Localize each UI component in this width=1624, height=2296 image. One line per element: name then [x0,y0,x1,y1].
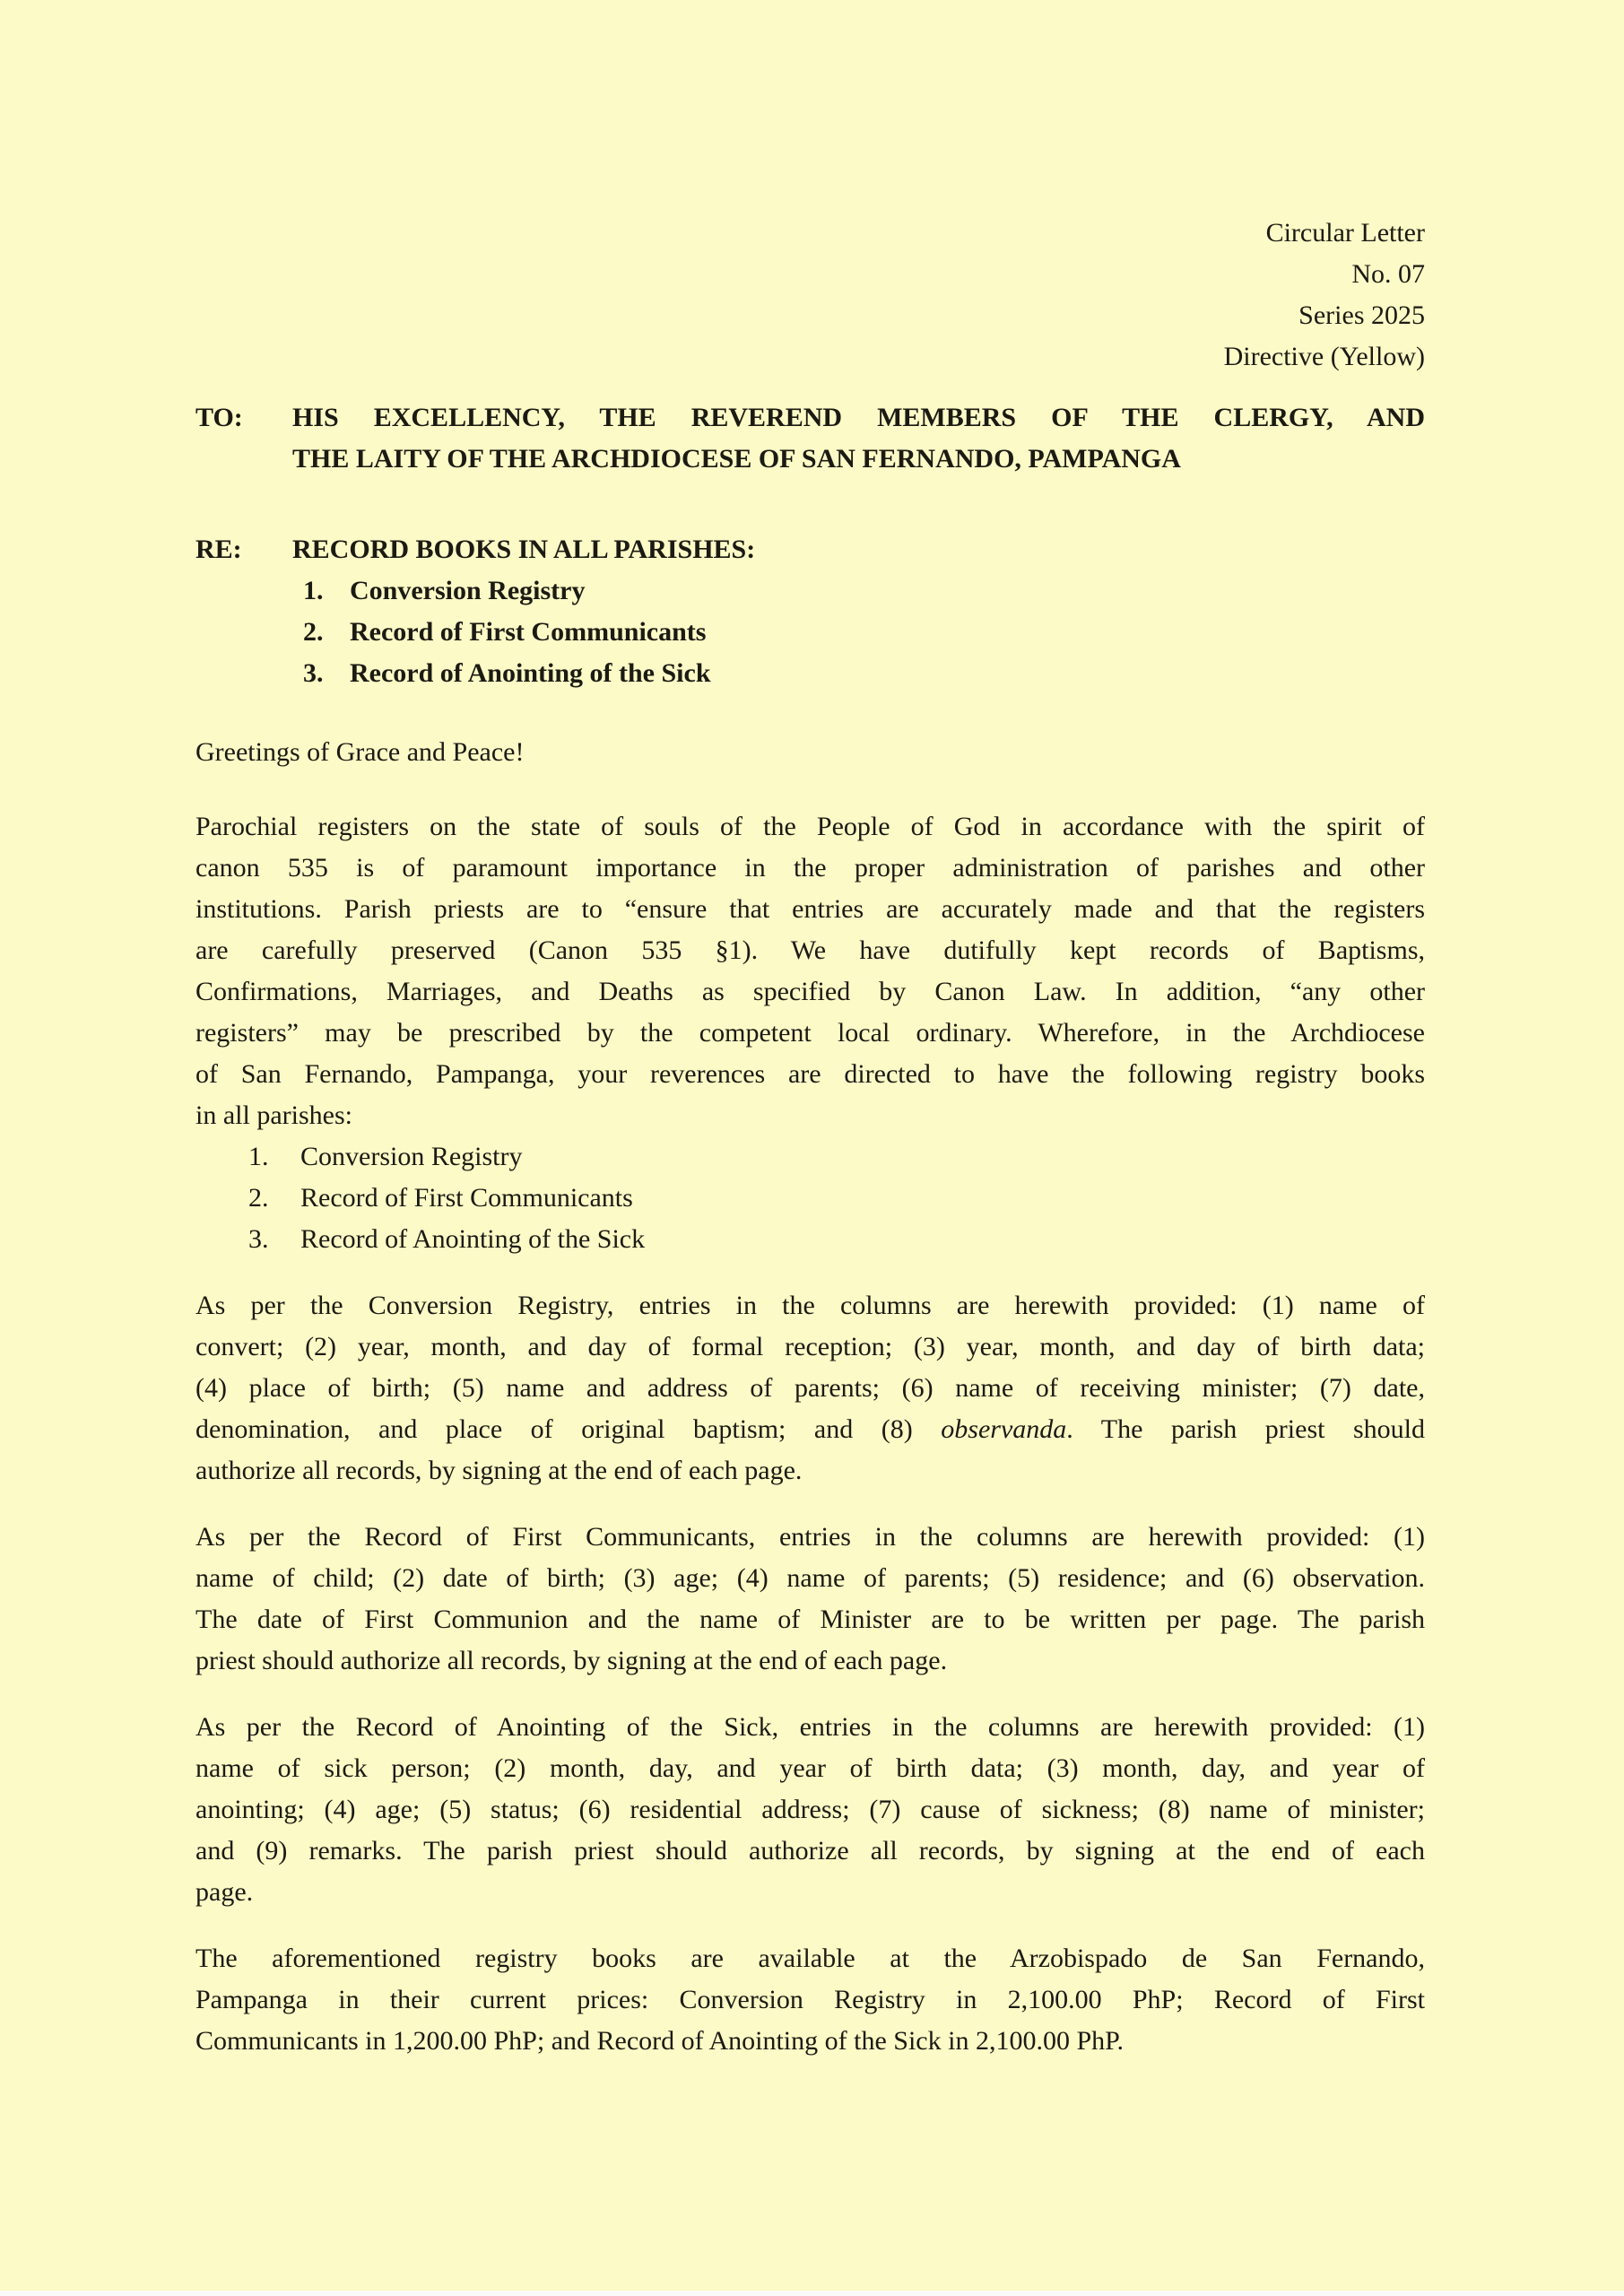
para-line: authorize all records, by signing at the end of each page. [195,1456,803,1485]
para-line: canon 535 is of paramount importance in the proper administration of parishes and other [195,853,1425,883]
para-line: name of child; (2) date of birth; (3) age; (4) name of parents; (5) residence; and (6) observation. [195,1563,1425,1593]
meta-line-circular: Circular Letter [1265,218,1425,248]
para-first-communicants [195,1517,1425,1682]
para-prices [195,1938,1425,2062]
para-line: As per the Record of First Communicants, entries in the columns are herewith provided: (1) [195,1522,1425,1552]
para-line: anointing; (4) age; (5) status; (6) residential address; (7) cause of sickness; (8) name of minister; [195,1795,1425,1824]
para-line: institutions. Parish priests are to “ensure that entries are accurately made and that the registers [195,894,1425,924]
list-number: 2. [248,1183,269,1213]
para-registers [195,806,1425,1136]
to-line: HIS EXCELLENCY, THE REVEREND MEMBERS OF THE CLERGY, AND [292,403,1425,432]
re-list-item [303,570,1425,612]
re-block [195,529,1425,694]
re-label: RE: [195,535,242,564]
para-line: Parochial registers on the state of souls of the People of God in accordance with the spirit of [195,812,1425,841]
list-number: 1. [248,1142,269,1171]
greeting-line: Greetings of Grace and Peace! [195,737,525,767]
para-line: The aforementioned registry books are available at the Arzobispado de San Fernando, [195,1944,1425,1973]
re-title: RECORD BOOKS IN ALL PARISHES: [292,535,756,564]
list-text: Record of Anointing of the Sick [350,658,711,688]
list-text: Record of First Communicants [300,1183,633,1213]
list-number: 2. [303,617,324,647]
list-text: Conversion Registry [350,576,586,605]
para-anointing [195,1707,1425,1913]
para-line: As per the Conversion Registry, entries in the columns are herewith provided: (1) name of [195,1291,1425,1320]
para-line: Communicants in 1,200.00 PhP; and Record of Anointing of the Sick in 2,100.00 PhP. [195,2026,1124,2056]
registry-list-item [248,1178,1425,1219]
para-line: of San Fernando, Pampanga, your reverences are directed to have the following registry books [195,1059,1425,1089]
list-text: Conversion Registry [300,1142,523,1171]
italic-line-post: . The parish priest should [1066,1414,1426,1444]
para-line: registers” may be prescribed by the competent local ordinary. Wherefore, in the Archdiocese [195,1018,1425,1048]
para-line: and (9) remarks. The parish priest should authorize all records, by signing at the end of each [195,1836,1425,1866]
para-line: As per the Record of Anointing of the Sick, entries in the columns are herewith provided: (1) [195,1712,1425,1742]
observanda-italic: observanda [941,1414,1067,1444]
para-line: name of sick person; (2) month, day, and year of birth data; (3) month, day, and year of [195,1753,1425,1783]
to-line: THE LAITY OF THE ARCHDIOCESE OF SAN FERNANDO, PAMPANGA [292,444,1181,474]
meta-line-directive: Directive (Yellow) [1223,342,1425,371]
registry-list-item [248,1136,1425,1178]
registry-list-item [248,1219,1425,1260]
italic-line-pre: denomination, and place of original baptism; and (8) [195,1414,942,1444]
para-line: Confirmations, Marriages, and Deaths as specified by Canon Law. In addition, “any other [195,977,1425,1006]
para-line: The date of First Communion and the name of Minister are to be written per page. The parish [195,1605,1425,1634]
header-meta [195,213,1425,378]
meta-line-series: Series 2025 [1298,300,1425,330]
re-list [292,570,1425,694]
para-line: convert; (2) year, month, and day of formal reception; (3) year, month, and day of birth data; [195,1332,1425,1361]
para-line: (4) place of birth; (5) name and address of parents; (6) name of receiving minister; (7) date, [195,1373,1425,1403]
para-line: page. [195,1877,254,1907]
list-number: 1. [303,576,324,605]
list-text: Record of First Communicants [350,617,707,647]
to-block [195,397,1425,480]
para-line: Pampanga in their current prices: Conversion Registry in 2,100.00 PhP; Record of First [195,1985,1425,2014]
para-line: are carefully preserved (Canon 535 §1). We have dutifully kept records of Baptisms, [195,935,1425,965]
list-number: 3. [303,658,324,688]
para-line-with-italic [195,1409,1425,1450]
para-line: in all parishes: [195,1100,352,1130]
para-conversion [195,1285,1425,1492]
to-text [292,397,1425,480]
to-label: TO: [195,403,243,432]
registry-list [195,1136,1425,1260]
re-list-item [303,653,1425,694]
list-text: Record of Anointing of the Sick [300,1224,646,1254]
re-list-item [303,612,1425,653]
para-line: priest should authorize all records, by signing at the end of each page. [195,1646,948,1675]
meta-line-number: No. 07 [1351,259,1425,289]
page-edge-strip [0,2291,1624,2296]
list-number: 3. [248,1224,269,1254]
letter-content [195,213,1425,2062]
re-text [292,529,1425,694]
